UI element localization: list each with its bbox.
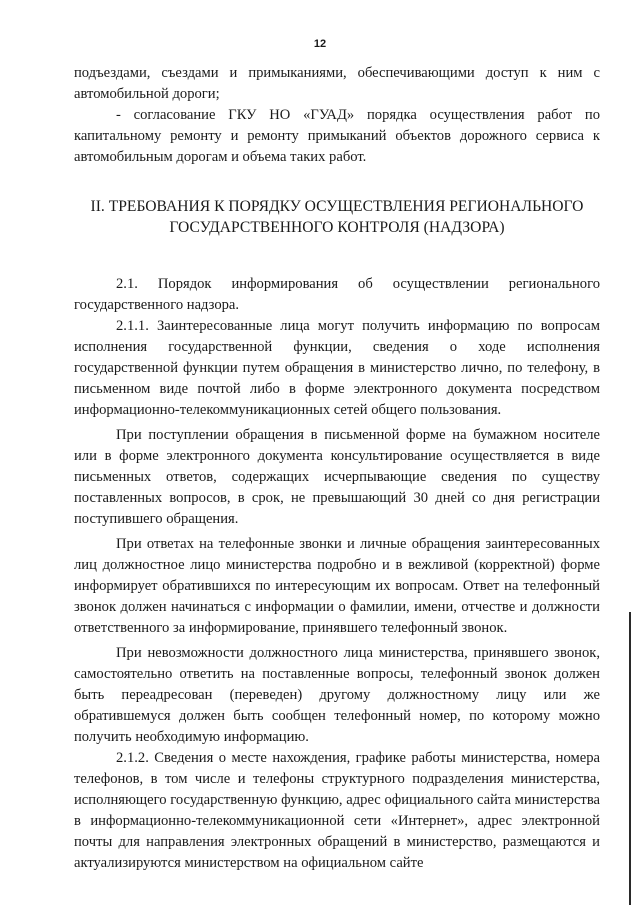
section-heading-line-1: II. ТРЕБОВАНИЯ К ПОРЯДКУ ОСУЩЕСТВЛЕНИЯ РЕГИОНАЛЬНОГО [90,198,584,215]
bullet-item: - согласование ГКУ НО «ГУАД» порядка осуществления работ по капитальному ремонту и ремонту примыканий объектов дорожного сервиса к автомобильным дорогам и объема таких работ. [74,107,600,165]
page-number: 12 [313,38,327,50]
paragraph-written-requests: При поступлении обращения в письменной форме на бумажном носителе или в форме электронного документа консультирование осуществляется в виде письменных ответов, содержащих исчерпывающие сведения по существу поставленных вопросов, в срок, не превышающий 30 дней со дня регистрации поступившего обращения. [74,427,600,527]
paragraph-2-1-1: 2.1.1. Заинтересованные лица могут получить информацию по вопросам исполнения государственной функции, сведения о ходе исполнения государственной функции путем обращения в министерство лично, по телефону, в письменном виде почтой либо в форме электронного документа посредством информационно-телекоммуникационных сетей общего пользования. [74,318,600,418]
paragraph-2-1: 2.1. Порядок информирования об осуществлении регионального государственного надзора. [74,276,600,313]
section-heading-line-2: ГОСУДАРСТВЕННОГО КОНТРОЛЯ (НАДЗОРА) [169,219,505,236]
section-heading [74,196,600,238]
paragraph-2-1-2: 2.1.2. Сведения о месте нахождения, графике работы министерства, номера телефонов, в том числе и телефоны структурного подразделения министерства, исполняющего государственную функцию, адрес официального сайта министерства в информационно-телекоммуникационной сети «Интернет», адрес электронной почты для направления электронных обращений в министерство, размещаются и актуализируются министерством на официальном сайте [74,750,600,871]
spacer [74,168,600,196]
document-body [74,63,600,874]
paragraph-call-redirect: При невозможности должностного лица министерства, принявшего звонок, самостоятельно ответить на поставленные вопросы, телефонный звонок должен быть переадресован (переведен) другому должностному лицу или же обратившемуся должен быть сообщен телефонный номер, по которому можно получить необходимую информацию. [74,645,600,745]
paragraph-phone-requests: При ответах на телефонные звонки и личные обращения заинтересованных лиц должностное лицо министерства подробно и в вежливой (корректной) форме информирует обратившихся по интересующим их вопросам. Ответ на телефонный звонок должен начинаться с информации о фамилии, имени, отчестве и должности ответственного за информирование, принявшего телефонный звонок. [74,536,600,636]
continuation-paragraph: подъездами, съездами и примыканиями, обеспечивающими доступ к ним с автомобильной дороги; [74,65,600,102]
scan-edge-line [629,612,631,905]
